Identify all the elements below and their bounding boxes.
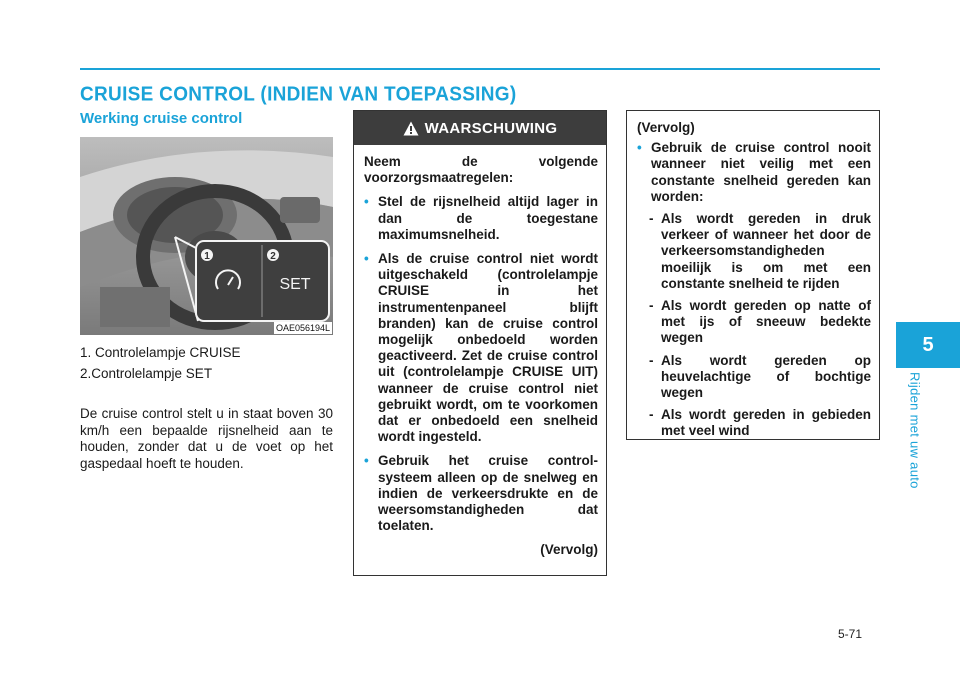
dashboard-figure: [80, 137, 333, 335]
chapter-label: Rijden met uw auto: [907, 372, 923, 489]
caption-2: 2.Controlelampje SET: [80, 366, 213, 381]
callout-1: 1: [204, 251, 210, 262]
condition-text: Als wordt gereden in druk verkeer of wanneer het door de verkeersomstandigheden moeilijk is om met een constante snelheid te rijden: [661, 211, 871, 291]
callout-2: 2: [270, 251, 276, 262]
section-title: CRUISE CONTROL (INDIEN VAN TOEPASSING): [80, 83, 517, 106]
top-rule: [80, 68, 880, 70]
dash-marker: -: [649, 407, 654, 423]
warning-title: WAARSCHUWING: [424, 119, 558, 137]
condition-text: Als wordt gereden in gebieden met veel wind: [661, 407, 871, 439]
warning-body: [354, 145, 606, 559]
condition-item-1: [637, 211, 871, 292]
set-indicator: SET: [279, 276, 311, 293]
warning-triangle-icon: [403, 121, 419, 136]
warning-bullet-2: • Als de cruise control niet wordt uitgeschakeld (controlelampje CRUISE in het instrumentenpaneel blijft branden) kan de cruise control mogelijk onbedoeld worden geactiveerd. Zet de cruise control uit (controlelampje CRUISE UIT) wanneer de cruise control niet gebruikt wordt, om te voorkomen dat er onbedoeld een snelheid wordt ingesteld.: [364, 251, 598, 445]
condition-item-2: [637, 298, 871, 347]
caption-1: 1. Controlelampje CRUISE: [80, 345, 241, 360]
warning-intro: Neem de volgende voorzorgsmaatregelen:: [364, 154, 598, 186]
page-number: 5-71: [838, 627, 863, 641]
condition-item-4: [637, 407, 871, 439]
warning-bullet-1: • Stel de rijsnelheid altijd lager in dan de toegestane maximumsnelheid.: [364, 194, 598, 243]
condition-item-3: [637, 353, 871, 402]
continuation-box: [626, 110, 880, 440]
continuation-bullet: • Gebruik de cruise control nooit wanneer niet veilig met een constante snelheid gereden kan worden:: [637, 140, 871, 205]
dashboard-illustration: [80, 137, 333, 335]
figure-code: OAE056194L: [275, 323, 330, 333]
condition-text: Als wordt gereden op heuvelachtige of bochtige wegen: [661, 352, 871, 401]
dash-marker: -: [649, 352, 654, 368]
subsection-title: Werking cruise control: [80, 110, 243, 127]
warning-box: [353, 110, 607, 576]
condition-text: Als wordt gereden op natte of met ijs of sneeuw bedekte wegen: [661, 298, 871, 346]
warning-continued: (Vervolg): [540, 542, 598, 558]
continuation-header: (Vervolg): [637, 120, 695, 135]
intro-paragraph: De cruise control stelt u in staat boven 30 km/h een bepaalde rijsnelheid aan te houden, zonder dat u de voet op het gaspedaal hoeft te houden.: [80, 406, 333, 471]
warning-header: [354, 111, 606, 145]
warning-bullet-3: • Gebruik het cruise control-systeem alleen op de snelweg en indien de verkeersdrukte en de weersomstandigheden dat toelaten.: [364, 453, 598, 534]
dash-marker: -: [649, 211, 654, 227]
chapter-tab: 5: [896, 322, 960, 368]
dash-marker: -: [649, 298, 654, 314]
